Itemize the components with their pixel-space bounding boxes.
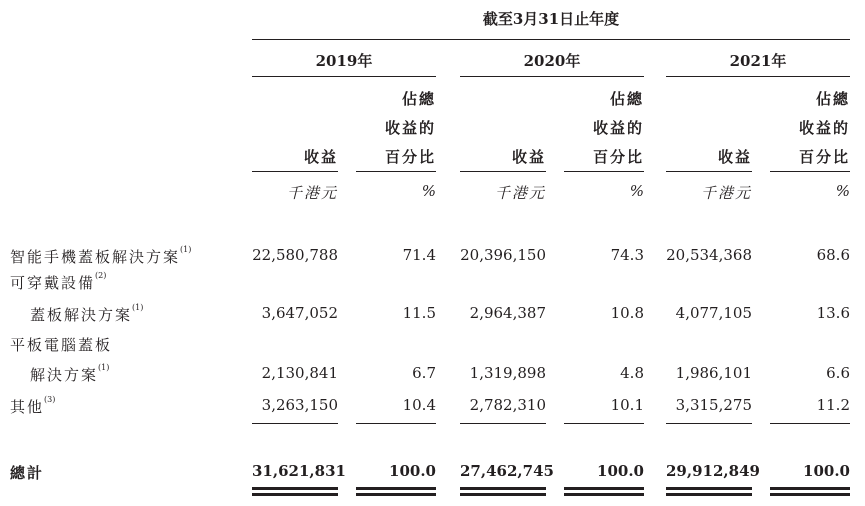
cell-tablet-pct-2019: 6.7 <box>412 364 436 382</box>
subtotal-rule-rev-2019 <box>252 423 338 424</box>
year-rule-2019 <box>252 76 436 77</box>
pct-header-2019-l2: 收益的 <box>384 119 436 137</box>
rule-rev-2020 <box>460 171 546 172</box>
rule-pct-2019 <box>356 171 436 172</box>
cell-wearable-pct-2021: 13.6 <box>816 304 850 322</box>
total-pct-2021: 100.0 <box>803 462 850 480</box>
year-rule-2020 <box>460 76 644 77</box>
row-label-tablet-l1 <box>10 334 112 355</box>
cell-smartphone-pct-2020: 74.3 <box>610 246 644 264</box>
total-double-rule-rev-2019-bottom <box>252 493 338 496</box>
rule-rev-2019 <box>252 171 338 172</box>
pct-header-2021-l3: 百分比 <box>798 148 850 166</box>
cell-others-rev-2020: 2,782,310 <box>469 396 546 414</box>
subtotal-rule-rev-2021 <box>666 423 752 424</box>
cell-others-rev-2021: 3,315,275 <box>675 396 752 414</box>
total-double-rule-rev-2021-top <box>666 487 752 490</box>
year-rule-2021 <box>666 76 850 77</box>
total-pct-2019: 100.0 <box>389 462 436 480</box>
total-rev-2019: 31,621,831 <box>252 462 346 480</box>
unit-revenue-2019: 千港元 <box>286 184 338 202</box>
pct-header-2020-l1: 佔總 <box>609 90 644 108</box>
unit-revenue-2020: 千港元 <box>494 184 546 202</box>
cell-wearable-rev-2021: 4,077,105 <box>675 304 752 322</box>
row-label-tablet-text: 平板電腦蓋板 <box>10 336 113 354</box>
cell-smartphone-rev-2019: 22,580,788 <box>252 246 338 264</box>
subtotal-rule-pct-2019 <box>356 423 436 424</box>
row-label-total: 總計 <box>10 464 45 482</box>
pct-header-2020-l2: 收益的 <box>592 119 644 137</box>
row-label-smartphone <box>10 246 191 267</box>
cell-wearable-rev-2019: 3,647,052 <box>261 304 338 322</box>
unit-revenue-2021: 千港元 <box>700 184 752 202</box>
row-label-tablet-text2: 解決方案 <box>30 366 99 384</box>
subtotal-rule-pct-2021 <box>770 423 850 424</box>
pct-header-2021-l1: 佔總 <box>815 90 850 108</box>
subtotal-rule-rev-2020 <box>460 423 546 424</box>
row-label-smartphone-text: 智能手機蓋板解決方案 <box>10 248 181 266</box>
footnote-marker: (1) <box>180 245 192 254</box>
cell-wearable-rev-2020: 2,964,387 <box>469 304 546 322</box>
cell-tablet-rev-2019: 2,130,841 <box>261 364 338 382</box>
cell-others-rev-2019: 3,263,150 <box>261 396 338 414</box>
footnote-marker: (3) <box>44 395 56 404</box>
year-2020: 2020年 <box>523 52 581 70</box>
unit-pct-2019: % <box>421 182 436 200</box>
year-2019: 2019年 <box>315 52 373 70</box>
row-label-wearable-text: 可穿戴設備 <box>10 274 96 292</box>
pct-header-2019-l3: 百分比 <box>384 148 436 166</box>
rule-pct-2021 <box>770 171 850 172</box>
total-double-rule-pct-2019-top <box>356 487 436 490</box>
unit-pct-2021: % <box>835 182 850 200</box>
header-rule <box>252 39 850 40</box>
total-double-rule-pct-2020-top <box>564 487 644 490</box>
unit-pct-2020: % <box>629 182 644 200</box>
row-label-wearable-l1 <box>10 272 106 293</box>
total-double-rule-rev-2019-top <box>252 487 338 490</box>
pct-header-2020-l3: 百分比 <box>592 148 644 166</box>
total-rev-2021: 29,912,849 <box>666 462 760 480</box>
total-pct-2020: 100.0 <box>597 462 644 480</box>
subtotal-rule-pct-2020 <box>564 423 644 424</box>
total-double-rule-pct-2021-top <box>770 487 850 490</box>
footnote-marker: (1) <box>132 303 144 312</box>
total-double-rule-rev-2020-top <box>460 487 546 490</box>
total-double-rule-pct-2021-bottom <box>770 493 850 496</box>
cell-tablet-rev-2020: 1,319,898 <box>469 364 546 382</box>
row-label-others <box>10 396 55 417</box>
total-double-rule-rev-2021-bottom <box>666 493 752 496</box>
row-label-wearable-l2 <box>30 304 143 325</box>
period-title: 截至3月31日止年度 <box>482 10 620 28</box>
total-rev-2020: 27,462,745 <box>460 462 554 480</box>
rule-pct-2020 <box>564 171 644 172</box>
cell-smartphone-rev-2021: 20,534,368 <box>666 246 752 264</box>
cell-tablet-pct-2021: 6.6 <box>826 364 850 382</box>
cell-smartphone-rev-2020: 20,396,150 <box>460 246 546 264</box>
total-double-rule-rev-2020-bottom <box>460 493 546 496</box>
row-label-tablet-l2 <box>30 364 109 385</box>
year-2021: 2021年 <box>729 52 787 70</box>
revenue-header-2019: 收益 <box>303 148 338 166</box>
cell-others-pct-2020: 10.1 <box>610 396 644 414</box>
cell-others-pct-2019: 10.4 <box>402 396 436 414</box>
footnote-marker: (2) <box>95 271 107 280</box>
pct-header-2021-l2: 收益的 <box>798 119 850 137</box>
row-label-wearable-text2: 蓋板解決方案 <box>30 306 133 324</box>
cell-tablet-rev-2021: 1,986,101 <box>675 364 752 382</box>
cell-wearable-pct-2019: 11.5 <box>402 304 436 322</box>
cell-smartphone-pct-2019: 71.4 <box>402 246 436 264</box>
cell-tablet-pct-2020: 4.8 <box>620 364 644 382</box>
cell-smartphone-pct-2021: 68.6 <box>816 246 850 264</box>
footnote-marker: (1) <box>98 363 110 372</box>
cell-wearable-pct-2020: 10.8 <box>610 304 644 322</box>
cell-others-pct-2021: 11.2 <box>816 396 850 414</box>
total-double-rule-pct-2020-bottom <box>564 493 644 496</box>
rule-rev-2021 <box>666 171 752 172</box>
pct-header-2019-l1: 佔總 <box>401 90 436 108</box>
revenue-header-2021: 收益 <box>717 148 752 166</box>
row-label-others-text: 其他 <box>10 398 45 416</box>
total-double-rule-pct-2019-bottom <box>356 493 436 496</box>
revenue-header-2020: 收益 <box>511 148 546 166</box>
